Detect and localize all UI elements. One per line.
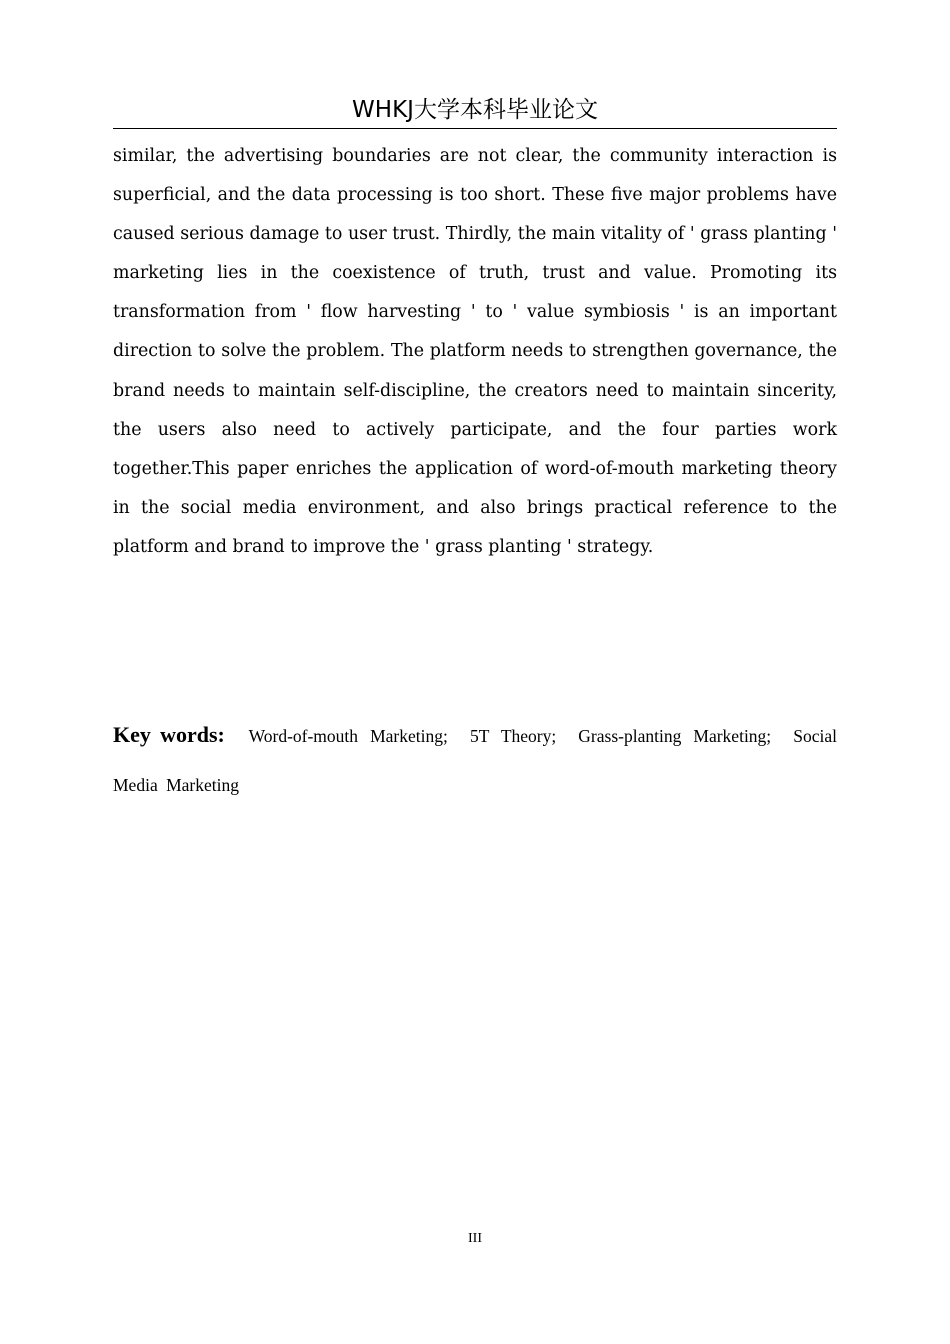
page-number: III xyxy=(468,1231,482,1246)
keyword-item: Word-of-mouth Marketing; xyxy=(248,726,448,746)
abstract-body: similar, the advertising boundaries are not clear, the community interaction is superficial, and the data processing is too short. These five major problems have caused serious damage to user trust. Thirdly, the main vitality of ' grass planting ' marketing lies in the coexistence of truth, trust and value. Promoting its transformation from ' flow harvesting ' to ' value symbiosis ' is an important direction to solve the problem. The platform needs to strengthen governance, the brand needs to maintain self-discipline, the creators need to maintain sincerity, the users also need to actively participate, and the four parties work together.This paper enriches the application of word-of-mouth marketing theory in the social media environment, and also brings practical reference to the platform and brand to improve the ' grass planting ' strategy. xyxy=(113,146,837,557)
keyword-item: 5T Theory; xyxy=(469,726,557,746)
keyword-item: Social Media Marketing xyxy=(113,726,837,795)
keyword-item: Grass-planting Marketing; xyxy=(578,726,772,746)
thesis-header-title: WHKJ大学本科毕业论文 xyxy=(352,97,598,123)
page-header xyxy=(113,93,837,129)
keywords-section xyxy=(113,710,837,810)
keywords-label: Key words: xyxy=(113,722,225,747)
